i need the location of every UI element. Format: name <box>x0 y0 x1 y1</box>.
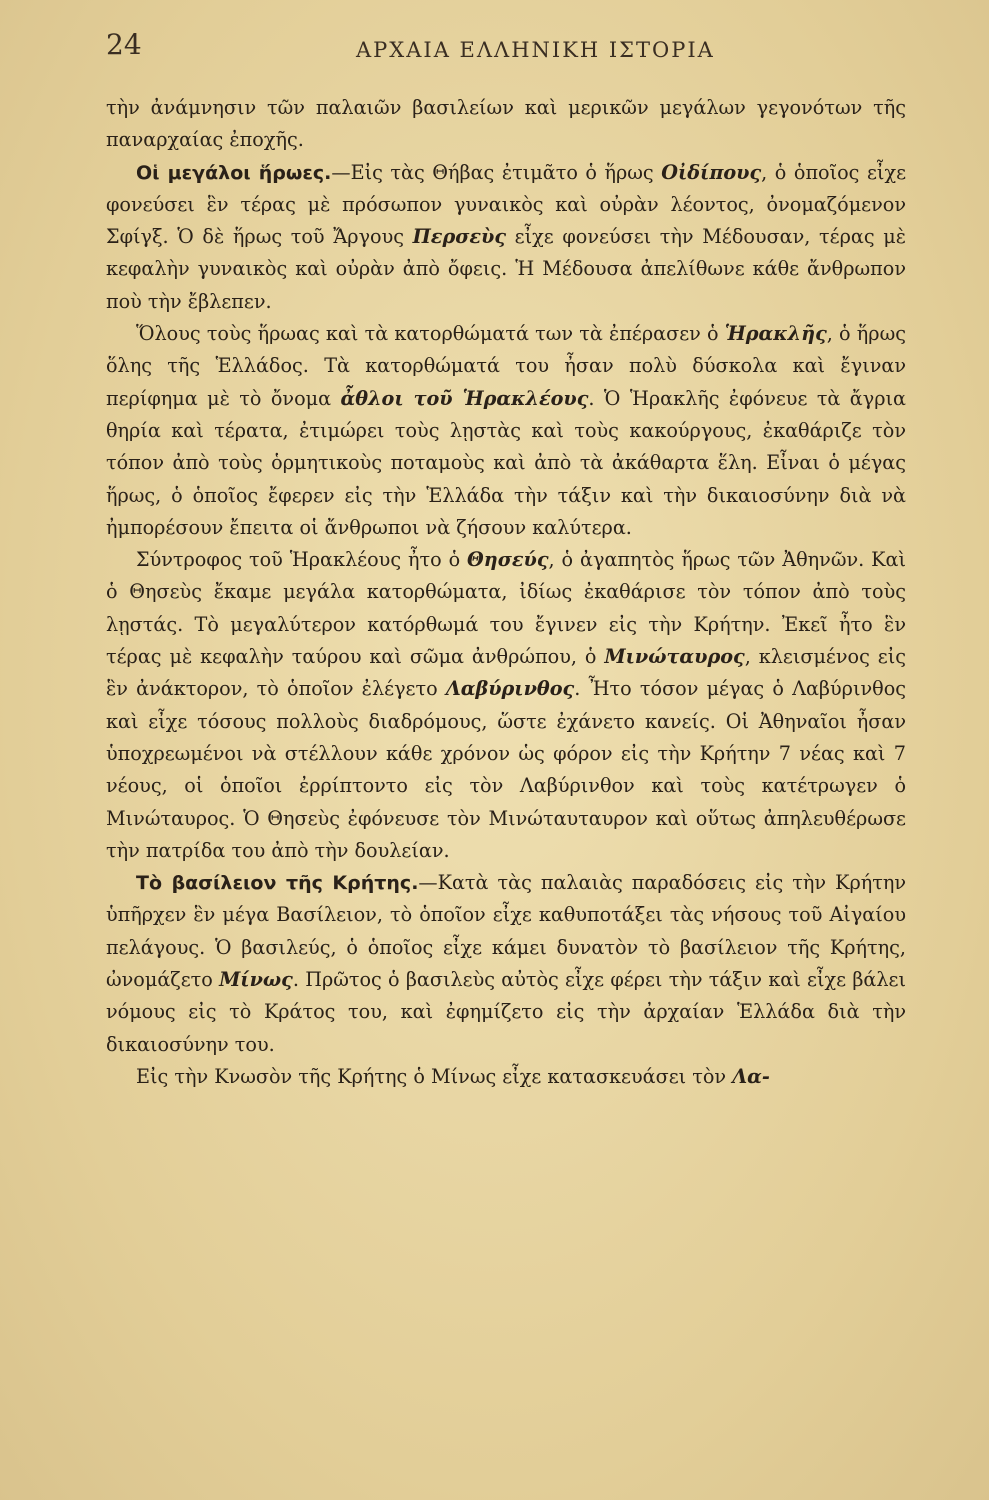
section-heading-crete: Τὸ βασίλειον τῆς Κρήτης. <box>136 872 419 895</box>
paragraph-crete-kingdom <box>106 867 906 1061</box>
emphasis-perseus: Περσεὺς <box>412 225 507 249</box>
section-heading-heroes: Οἱ μεγάλοι ἥρωες. <box>136 161 332 184</box>
paragraph-text: , ὁ ἀγαπητὸς ἥρως τῶν Ἀθηνῶν. Καὶ ὁ Θησεὺς ἔκαμε μεγάλα κατορθώματα, ἰδίως ἐκαθάρισε τὸν τόπον ἀπὸ τοὺς λῃστάς. Τὸ μεγαλύτερον κατόρθωμά του ἔγινεν εἰς τὴν Κρήτην. Ἐκεῖ ἦτο ἓν τέρας μὲ κεφαλὴν ταύρου καὶ σῶμα ἀνθρώπου, ὁ <box>106 548 906 669</box>
page-number: 24 <box>106 28 142 61</box>
running-title: ΑΡΧΑΙΑ ΕΛΛΗΝΙΚΗ ΙΣΤΟΡΙΑ <box>356 38 715 62</box>
paragraph-text: τὴν ἀνάμνησιν τῶν παλαιῶν βασιλείων καὶ μερικῶν μεγάλων γεγονότων τῆς παναρχαίας ἐποχῆς. <box>106 96 906 152</box>
page-header <box>106 28 906 68</box>
body-text <box>106 92 906 1093</box>
emphasis-labyrinth: Λαβύρινθος <box>445 677 575 701</box>
paragraph-heroes <box>106 157 906 318</box>
paragraph-text: . Πρῶτος ὁ βασιλεὺς αὐτὸς εἶχε φέρει τὴν τάξιν καὶ εἶχε βάλει νόμους εἰς τὸ Κράτος του, καὶ ἐφημίζετο εἰς τὴν ἀρχαίαν Ἑλλάδα διὰ τὴν δικαιοσύνην του. <box>106 968 906 1056</box>
paragraph-text: Σύντροφος τοῦ Ἡρακλέους ἦτο ὁ <box>136 548 468 572</box>
emphasis-minotaur: Μινώταυρος <box>604 645 745 669</box>
emphasis-minos: Μίνως <box>219 968 293 992</box>
paragraph-text: , ὁ ἥρως ὅλης τῆς Ἑλλάδος. Τὰ κατορθώματά του ἦσαν πολὺ δύσκολα καὶ ἔγιναν περίφημα μὲ τὸ ὄνομα <box>106 322 906 410</box>
paragraph-theseus <box>106 544 906 867</box>
paragraph-text: , κλεισμένος εἰς ἓν ἀνάκτορον, τὸ ὁποῖον ἐλέγετο <box>106 645 906 701</box>
emphasis-labyrinth-start: Λα- <box>732 1064 770 1088</box>
paragraph-knossos <box>106 1061 906 1093</box>
paragraph-text: εἶχε φονεύσει τὴν Μέδουσαν, τέρας μὲ κεφαλὴν γυναικὸς καὶ οὐρὰν ἀπὸ ὄφεις. Ἡ Μέδουσα ἀπελίθωνε κάθε ἄνθρωπον ποὺ τὴν ἔβλεπεν. <box>106 225 906 313</box>
emphasis-labours: ἆθλοι τοῦ Ἡρακλέους <box>340 386 589 410</box>
paragraph-text: Ὅλους τοὺς ἥρωας καὶ τὰ κατορθώματά των τὰ ἐπέρασεν ὁ <box>136 322 725 346</box>
emphasis-heracles: Ἡρακλῆς <box>724 322 827 346</box>
paragraph-intro <box>106 92 906 157</box>
paragraph-text: —Εἰς τὰς Θήβας ἐτιμᾶτο ὁ ἥρως <box>331 160 662 184</box>
emphasis-oedipus: Οἰδίπους <box>661 160 762 184</box>
paragraph-text: —Κατὰ τὰς παλαιὰς παραδόσεις εἰς τὴν Κρήτην ὑπῆρχεν ἓν μέγα Βασίλειον, τὸ ὁποῖον εἶχε καθυποτάξει τὰς νήσους τοῦ Αἰγαίου πελάγους. Ὁ βασιλεύς, ὁ ὁποῖος εἶχε κάμει δυνατὸν τὸ βασίλειον τῆς Κρήτης, ὠνομάζετο <box>106 871 906 992</box>
emphasis-theseus: Θησεύς <box>467 548 549 572</box>
paragraph-text: . Ἦτο τόσον μέγας ὁ Λαβύρινθος καὶ εἶχε τόσους πολλοὺς διαδρόμους, ὥστε ἐχάνετο κανείς. Οἱ Ἀθηναῖοι ἦσαν ὑποχρεωμένοι νὰ στέλλουν κάθε χρόνον ὡς φόρον εἰς τὴν Κρήτην 7 νέας καὶ 7 νέους, οἱ ὁποῖοι ἐρρίπτοντο εἰς τὸν Λαβύρινθον καὶ τοὺς κατέτρωγεν ὁ Μινώταυρος. Ὁ Θησεὺς ἐφόνευσε τὸν Μινώταυταυρον καὶ οὕτως ἀπηλευθέρωσε τὴν πατρίδα του ἀπὸ τὴν δουλείαν. <box>106 677 906 862</box>
paragraph-text: . Ὁ Ἡρακλῆς ἐφόνευε τὰ ἄγρια θηρία καὶ τέρατα, ἐτιμώρει τοὺς λῃστὰς καὶ τοὺς κακούργους, ἐκαθάριζε τὸν τόπον ἀπὸ τοὺς ὁρμητικοὺς ποταμοὺς καὶ ἀπὸ τὰ ἀκάθαρτα ἕλη. Εἶναι ὁ μέγας ἥρως, ὁ ὁποῖος ἔφερεν εἰς τὴν Ἑλλάδα τὴν τάξιν καὶ τὴν δικαιοσύνην διὰ νὰ ἠμπορέσουν ἔπειτα οἱ ἄνθρωποι νὰ ζήσουν καλύτερα. <box>106 386 906 539</box>
paragraph-text: Εἰς τὴν Κνωσὸν τῆς Κρήτης ὁ Μίνως εἶχε κατασκευάσει τὸν <box>136 1064 733 1088</box>
paragraph-text: , ὁ ὁποῖος εἶχε φονεύσει ἓν τέρας μὲ πρόσωπον γυναικὸς καὶ οὐρὰν λέοντος, ὀνομαζόμενον Σφίγξ. Ὁ δὲ ἥρως τοῦ Ἄργους <box>106 160 907 249</box>
paragraph-heracles <box>106 318 906 544</box>
